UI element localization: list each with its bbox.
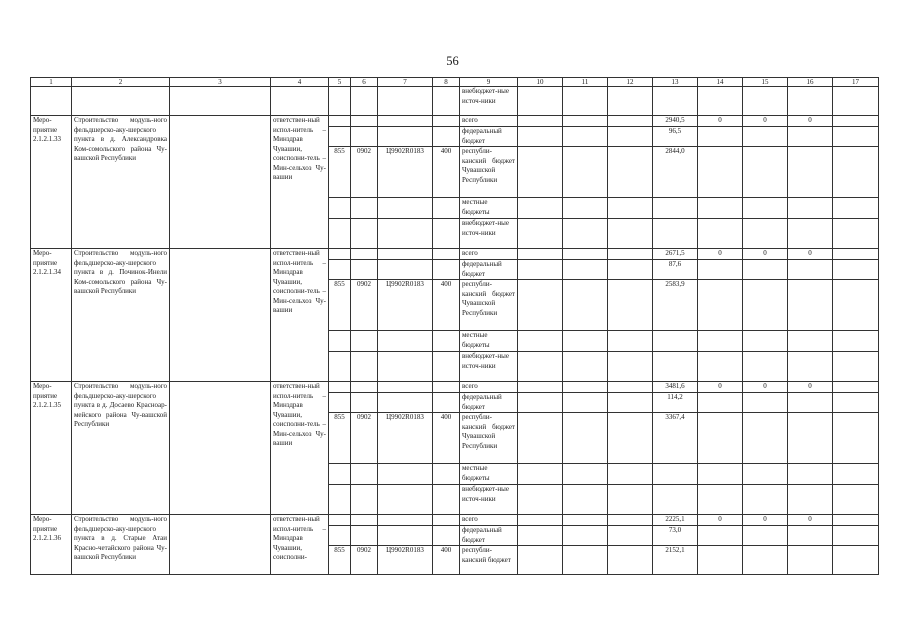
amount-col-15 [743, 280, 788, 331]
amount-col-15 [743, 352, 788, 382]
column-number-2: 2 [72, 78, 170, 87]
funding-source: всего [460, 515, 518, 526]
cell [833, 382, 879, 393]
cell [329, 485, 351, 515]
amount-col-16 [788, 485, 833, 515]
amount-col-13: 96,5 [653, 127, 698, 147]
cell [518, 260, 563, 280]
event-label: Меро-приятие 2.1.2.1.33 [31, 116, 72, 249]
cell [378, 393, 433, 413]
cell [518, 127, 563, 147]
column-number-row [31, 78, 879, 87]
column-number-17: 17 [833, 78, 879, 87]
amount-col-16: 0 [788, 249, 833, 260]
amount-col-14 [698, 198, 743, 219]
cell [563, 147, 608, 198]
amount-col-14: 0 [698, 249, 743, 260]
rzpr-code: 0902 [351, 413, 378, 464]
funding-source: местные бюджеты [460, 464, 518, 485]
amount-col-13: 3481,6 [653, 382, 698, 393]
cell [833, 280, 879, 331]
funding-source: федеральный бюджет [460, 127, 518, 147]
cell [378, 526, 433, 546]
funding-source: республи-канский бюджет Чувашской Республики [460, 147, 518, 198]
cell [170, 87, 271, 116]
amount-col-16 [788, 198, 833, 219]
event-executor: ответствен-ный испол-нитель – Минздрав Чувашии, соисполни- [271, 515, 329, 575]
amount-col-14 [698, 280, 743, 331]
vr-code: 400 [433, 280, 460, 331]
amount-col-13: 3367,4 [653, 413, 698, 464]
cell [608, 413, 653, 464]
amount-col-13: 2225,1 [653, 515, 698, 526]
cell [351, 464, 378, 485]
funding-source: федеральный бюджет [460, 393, 518, 413]
cell [329, 526, 351, 546]
amount-col-14 [698, 413, 743, 464]
cell [351, 393, 378, 413]
cell [608, 127, 653, 147]
continuation-row [31, 87, 879, 116]
amount-col-13: 2671,5 [653, 249, 698, 260]
csr-code: Ц9902R0183 [378, 546, 433, 575]
cell [378, 352, 433, 382]
funding-source: всего [460, 116, 518, 127]
cell [563, 260, 608, 280]
cell [378, 515, 433, 526]
funding-source: федеральный бюджет [460, 526, 518, 546]
cell [329, 352, 351, 382]
column-number-5: 5 [329, 78, 351, 87]
cell [351, 331, 378, 352]
event-4-row [31, 515, 879, 526]
cell [378, 249, 433, 260]
cell [833, 352, 879, 382]
cell [433, 352, 460, 382]
amount-col-14 [698, 331, 743, 352]
page-number: 56 [446, 54, 459, 68]
cell [329, 87, 351, 116]
amount-col-15: 0 [743, 116, 788, 127]
cell [608, 526, 653, 546]
funding-source: местные бюджеты [460, 331, 518, 352]
amount-col-14 [698, 393, 743, 413]
cell [833, 331, 879, 352]
amount-col-16 [788, 260, 833, 280]
cell [351, 219, 378, 249]
event-name: Строительство модуль-ного фельдшерско-аку-шерского пункта в д. Старые Атаи Красно-четайского района Чу-вашской Республики [72, 515, 170, 575]
amount-col-16 [788, 413, 833, 464]
cell [378, 219, 433, 249]
amount-col-14 [698, 485, 743, 515]
amount-col-14 [698, 147, 743, 198]
column-number-13: 13 [653, 78, 698, 87]
event-executor: ответствен-ный испол-нитель – Минздрав Чувашии, соисполни-тель – Мин-сельхоз Чу-вашии [271, 249, 329, 382]
amount-col-13 [653, 464, 698, 485]
cell [329, 393, 351, 413]
cell [608, 116, 653, 127]
event-name: Строительство модуль-ного фельдшерско-аку-шерского пункта в д. Починок-Инели Ком-сомольского района Чу-вашской Республики [72, 249, 170, 382]
event-2-row [31, 249, 879, 260]
cell [378, 116, 433, 127]
amount-col-13 [653, 219, 698, 249]
amount-col-13 [653, 331, 698, 352]
funding-source: внебюджет-ные источ-ники [460, 219, 518, 249]
cell [563, 393, 608, 413]
cell [563, 382, 608, 393]
cell [563, 249, 608, 260]
amount-col-16 [788, 546, 833, 575]
funding-source: местные бюджеты [460, 198, 518, 219]
cell [351, 260, 378, 280]
cell [170, 515, 271, 575]
rzpr-code: 0902 [351, 147, 378, 198]
cell [563, 127, 608, 147]
cell [378, 127, 433, 147]
cell [329, 260, 351, 280]
column-number-9: 9 [460, 78, 518, 87]
cell [518, 249, 563, 260]
cell [351, 515, 378, 526]
vr-code: 400 [433, 413, 460, 464]
cell [608, 280, 653, 331]
event-label: Меро-приятие 2.1.2.1.34 [31, 249, 72, 382]
amount-col-16 [788, 127, 833, 147]
amount-col-13 [653, 352, 698, 382]
amount-col-15 [743, 464, 788, 485]
cell [518, 464, 563, 485]
amount-col-13: 2940,5 [653, 116, 698, 127]
cell [563, 485, 608, 515]
cell [833, 147, 879, 198]
amount-col-15 [743, 147, 788, 198]
event-3-row [31, 382, 879, 393]
funding-source: внебюджет-ные источ-ники [460, 352, 518, 382]
funding-source: республи-канский бюджет Чувашской Республики [460, 280, 518, 331]
column-number-8: 8 [433, 78, 460, 87]
column-number-15: 15 [743, 78, 788, 87]
amount-col-15 [743, 393, 788, 413]
amount-col-14: 0 [698, 116, 743, 127]
cell [833, 198, 879, 219]
cell [351, 485, 378, 515]
amount-col-13: 2583,9 [653, 280, 698, 331]
cell [378, 87, 433, 116]
amount-col-16: 0 [788, 116, 833, 127]
amount-col-16 [788, 147, 833, 198]
cell [563, 464, 608, 485]
cell [433, 116, 460, 127]
cell [833, 87, 879, 116]
rzpr-code: 0902 [351, 546, 378, 575]
funding-source: республи-канский бюджет Чувашской Республики [460, 413, 518, 464]
vr-code: 400 [433, 546, 460, 575]
cell [329, 198, 351, 219]
cell [433, 198, 460, 219]
column-number-4: 4 [271, 78, 329, 87]
cell [698, 87, 743, 116]
cell [608, 393, 653, 413]
column-number-10: 10 [518, 78, 563, 87]
amount-col-15 [743, 219, 788, 249]
cell [563, 198, 608, 219]
cell [433, 515, 460, 526]
cell [351, 198, 378, 219]
amount-col-14 [698, 464, 743, 485]
grbs-code: 855 [329, 546, 351, 575]
vr-code: 400 [433, 147, 460, 198]
amount-col-13: 87,6 [653, 260, 698, 280]
program-table [30, 77, 879, 575]
cell [563, 280, 608, 331]
cell [833, 515, 879, 526]
amount-col-14 [698, 352, 743, 382]
cell [329, 464, 351, 485]
cell [433, 393, 460, 413]
cell [608, 464, 653, 485]
cell [170, 116, 271, 249]
grbs-code: 855 [329, 280, 351, 331]
event-executor: ответствен-ный испол-нитель – Минздрав Чувашии, соисполни-тель – Мин-сельхоз Чу-вашии [271, 116, 329, 249]
cell [433, 127, 460, 147]
funding-source: внебюджет-ные источ-ники [460, 87, 518, 116]
cell [563, 515, 608, 526]
cell [608, 198, 653, 219]
cell [329, 116, 351, 127]
funding-source: внебюджет-ные источ-ники [460, 485, 518, 515]
event-1-row [31, 116, 879, 127]
amount-col-16 [788, 219, 833, 249]
cell [351, 87, 378, 116]
column-number-16: 16 [788, 78, 833, 87]
amount-col-14: 0 [698, 382, 743, 393]
cell [833, 260, 879, 280]
amount-col-15 [743, 546, 788, 575]
cell [378, 198, 433, 219]
cell [608, 485, 653, 515]
cell [608, 515, 653, 526]
cell [329, 515, 351, 526]
cell [563, 116, 608, 127]
cell [743, 87, 788, 116]
cell [351, 127, 378, 147]
cell [378, 260, 433, 280]
amount-col-13 [653, 485, 698, 515]
cell [518, 393, 563, 413]
cell [518, 198, 563, 219]
column-number-11: 11 [563, 78, 608, 87]
amount-col-16 [788, 352, 833, 382]
cell [433, 464, 460, 485]
amount-col-14 [698, 127, 743, 147]
cell [329, 127, 351, 147]
cell [608, 147, 653, 198]
cell [518, 280, 563, 331]
amount-col-13: 114,2 [653, 393, 698, 413]
amount-col-13: 73,0 [653, 526, 698, 546]
cell [433, 219, 460, 249]
cell [518, 546, 563, 575]
cell [833, 413, 879, 464]
amount-col-16: 0 [788, 382, 833, 393]
cell [329, 331, 351, 352]
cell [833, 249, 879, 260]
cell [518, 485, 563, 515]
amount-col-15: 0 [743, 249, 788, 260]
amount-col-14 [698, 260, 743, 280]
amount-col-16 [788, 526, 833, 546]
cell [833, 485, 879, 515]
cell [170, 382, 271, 515]
column-number-7: 7 [378, 78, 433, 87]
cell [518, 413, 563, 464]
cell [433, 331, 460, 352]
cell [833, 127, 879, 147]
cell [518, 116, 563, 127]
cell [433, 382, 460, 393]
amount-col-15 [743, 127, 788, 147]
column-number-14: 14 [698, 78, 743, 87]
amount-col-13: 2152,1 [653, 546, 698, 575]
amount-col-13: 2844,0 [653, 147, 698, 198]
cell [351, 249, 378, 260]
csr-code: Ц9902R0183 [378, 413, 433, 464]
event-name: Строительство модуль-ного фельдшерско-аку-шерского пункта в д. Александровка Ком-сомольского района Чу-вашской Республики [72, 116, 170, 249]
cell [563, 331, 608, 352]
cell [518, 515, 563, 526]
cell [608, 87, 653, 116]
cell [563, 526, 608, 546]
event-name: Строительство модуль-ного фельдшерско-аку-шерского пункта в д. Досаево Красноар-мейского района Чу-вашской Республики [72, 382, 170, 515]
cell [518, 526, 563, 546]
csr-code: Ц9902R0183 [378, 280, 433, 331]
cell [563, 546, 608, 575]
amount-col-14: 0 [698, 515, 743, 526]
cell [433, 526, 460, 546]
amount-col-15: 0 [743, 382, 788, 393]
cell [833, 219, 879, 249]
cell [31, 87, 72, 116]
cell [329, 249, 351, 260]
cell [351, 382, 378, 393]
cell [563, 87, 608, 116]
cell [833, 526, 879, 546]
amount-col-15 [743, 413, 788, 464]
amount-col-16 [788, 331, 833, 352]
cell [608, 260, 653, 280]
cell [351, 526, 378, 546]
event-label: Меро-приятие 2.1.2.1.35 [31, 382, 72, 515]
column-number-1: 1 [31, 78, 72, 87]
amount-col-15 [743, 331, 788, 352]
funding-source: всего [460, 249, 518, 260]
amount-col-14 [698, 219, 743, 249]
rzpr-code: 0902 [351, 280, 378, 331]
cell [378, 331, 433, 352]
cell [833, 393, 879, 413]
cell [608, 546, 653, 575]
cell [518, 352, 563, 382]
amount-col-14 [698, 526, 743, 546]
grbs-code: 855 [329, 147, 351, 198]
cell [563, 413, 608, 464]
cell [351, 352, 378, 382]
cell [518, 382, 563, 393]
cell [72, 87, 170, 116]
cell [329, 382, 351, 393]
cell [518, 331, 563, 352]
amount-col-15 [743, 485, 788, 515]
cell [518, 147, 563, 198]
cell [271, 87, 329, 116]
cell [608, 219, 653, 249]
cell [378, 485, 433, 515]
cell [608, 382, 653, 393]
event-label: Меро-приятие 2.1.2.1.36 [31, 515, 72, 575]
amount-col-15 [743, 526, 788, 546]
amount-col-13 [653, 198, 698, 219]
column-number-6: 6 [351, 78, 378, 87]
cell [378, 464, 433, 485]
amount-col-16 [788, 280, 833, 331]
cell [378, 382, 433, 393]
cell [608, 249, 653, 260]
funding-source: всего [460, 382, 518, 393]
cell [351, 116, 378, 127]
amount-col-15: 0 [743, 515, 788, 526]
cell [833, 116, 879, 127]
cell [329, 219, 351, 249]
cell [518, 219, 563, 249]
cell [563, 219, 608, 249]
cell [563, 352, 608, 382]
column-number-12: 12 [608, 78, 653, 87]
cell [433, 260, 460, 280]
cell [608, 352, 653, 382]
cell [433, 249, 460, 260]
funding-source: федеральный бюджет [460, 260, 518, 280]
amount-col-16 [788, 393, 833, 413]
cell [518, 87, 563, 116]
amount-col-15 [743, 260, 788, 280]
amount-col-16: 0 [788, 515, 833, 526]
amount-col-15 [743, 198, 788, 219]
cell [653, 87, 698, 116]
cell [833, 464, 879, 485]
cell [433, 87, 460, 116]
cell [433, 485, 460, 515]
funding-source: республи-канский бюджет [460, 546, 518, 575]
cell [788, 87, 833, 116]
cell [170, 249, 271, 382]
amount-col-14 [698, 546, 743, 575]
cell [833, 546, 879, 575]
cell [608, 331, 653, 352]
grbs-code: 855 [329, 413, 351, 464]
event-executor: ответствен-ный испол-нитель – Минздрав Чувашии, соисполни-тель – Мин-сельхоз Чу-вашии [271, 382, 329, 515]
column-number-3: 3 [170, 78, 271, 87]
csr-code: Ц9902R0183 [378, 147, 433, 198]
amount-col-16 [788, 464, 833, 485]
